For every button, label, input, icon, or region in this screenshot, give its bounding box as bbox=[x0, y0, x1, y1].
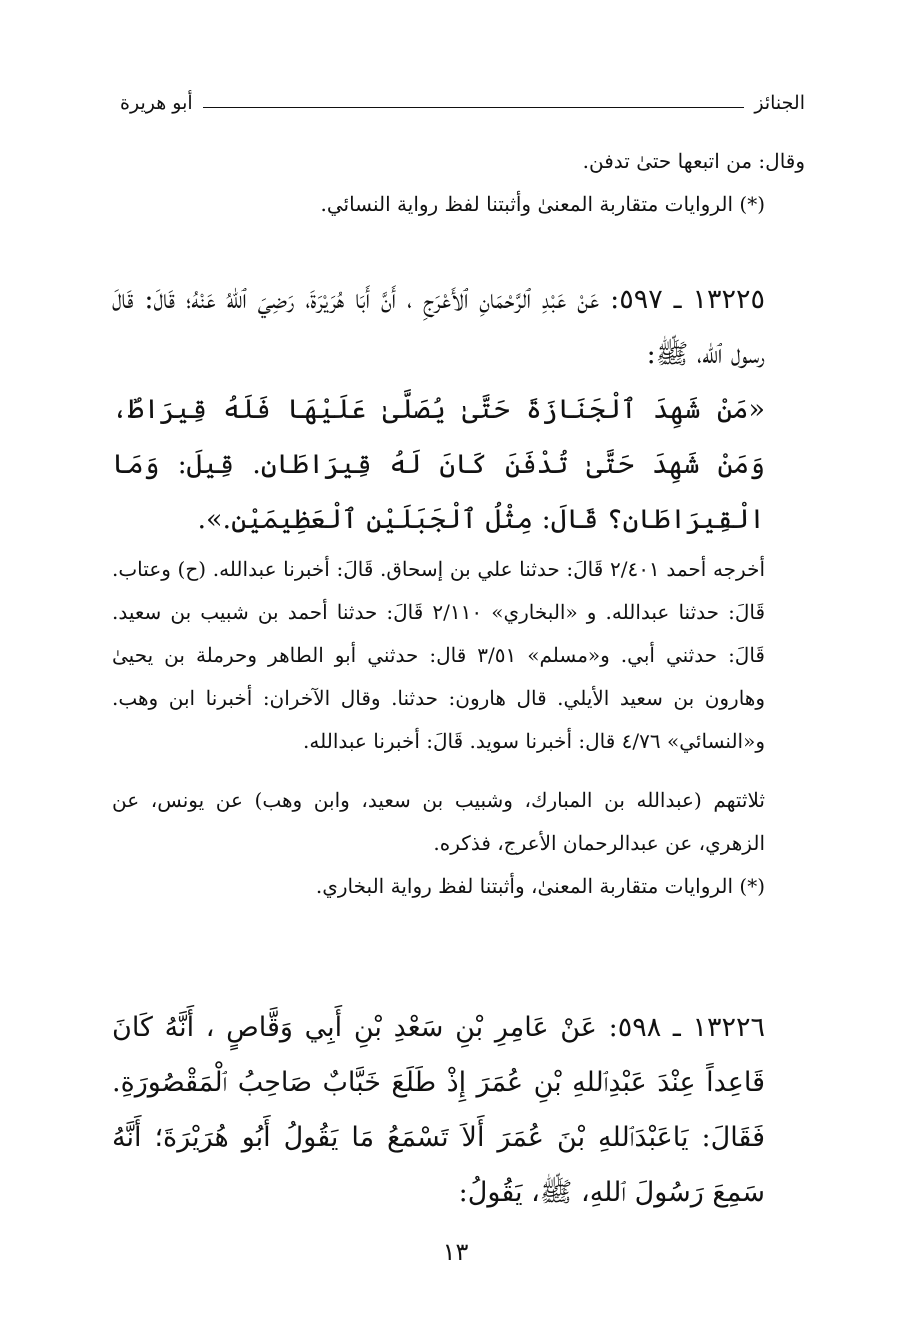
takhrij-597 bbox=[112, 548, 805, 908]
hadith-598 bbox=[112, 1000, 805, 1220]
hadith-598-text: ١٣٢٢٦ ـ ٥٩٨: عَنْ عَامِرِ بْنِ سَعْدِ بْنِ أَبِي وَقَّاصٍ ، أَنَّهُ كَانَ قَاعِداً عِنْدَ عَبْدِٱللهِ بْنِ عُمَرَ إِذْ طَلَعَ خَبَّابٌ صَاحِبُ ٱلْمَقْصُورَةِ. فَقَالَ: يَاعَبْدَٱللهِ بْنَ عُمَرَ أَلاَ تَسْمَعُ مَا يَقُولُ أَبُو هُرَيْرَةَ؛ أَنَّهُ سَمِعَ رَسُولَ ٱللهِ، ﷺ، يَقُولُ: bbox=[112, 1012, 765, 1208]
header-section-title: أبو هريرة bbox=[120, 92, 193, 114]
running-header bbox=[120, 88, 805, 118]
header-rule bbox=[203, 107, 745, 108]
takhrij-note: (*) الروايات متقاربة المعنىٰ، وأثبتنا لفظ رواية البخاري. bbox=[315, 874, 765, 898]
takhrij-paragraph-2: ثلاثتهم (عبدالله بن المبارك، وشبيب بن سعيد، وابن وهب) عن يونس، عن الزهري، عن عبدالرحمان الأعرج، فذكره. bbox=[112, 788, 765, 855]
continuation-line: وقال: من اتبعها حتىٰ تدفن. bbox=[582, 149, 805, 173]
hadith-597-matn: «مَنْ شَهِدَ ٱلْجَنَازَةَ حَتَّىٰ يُصَلَّىٰ عَلَيْهَا فَلَهُ قِيرَاطٌ، وَمَنْ شَهِدَ حَتَّىٰ تُدْفَنَ كَانَ لَهُ قِيرَاطَانِ. قِيلَ: وَمَا الْقِيرَاطَانِ؟ قَالَ: مِثْلُ ٱلْجَبَلَيْنِ ٱلْعَظِيمَيْنِ.». bbox=[112, 394, 765, 535]
hadith-597-isnad: ١٣٢٢٥ ـ ٥٩٧: عَنْ عَبْدِ ٱلرَّحْمَانِ ٱلأَعْرَجِ ، أَنَّ أَبَا هُرَيْرَةَ، رَضِيَ ٱللهُ عَنْهُ؛ قَالَ: قَالَ رسول ٱلله، ﷺ: bbox=[112, 284, 765, 370]
note-asterisk: (*) الروايات متقاربة المعنىٰ وأثبتنا لفظ رواية النسائي. bbox=[320, 192, 765, 216]
hadith-597 bbox=[112, 272, 805, 547]
top-block bbox=[112, 140, 805, 226]
header-chapter-title: الجنائز bbox=[754, 92, 805, 114]
page-number: ١٣ bbox=[442, 1238, 469, 1266]
takhrij-paragraph-1: أخرجه أحمد ٢/٤٠١ قَالَ: حدثنا علي بن إسحاق. قَالَ: أخبرنا عبدالله. (ح) وعتاب. قَالَ: حدثنا عبدالله. و «البخاري» ٢/١١٠ قَالَ: حدثنا أحمد بن شبيب بن سعيد. قَالَ: حدثني أبي. و«مسلم» ٣/٥١ قال: حدثني أبو الطاهر وحرملة بن يحيىٰ وهارون بن سعيد الأيلي. قال هارون: حدثنا. وقال الآخران: أخبرنا ابن وهب. و«النسائي» ٤/٧٦ قال: أخبرنا سويد. قَالَ: أخبرنا عبدالله. bbox=[112, 557, 766, 753]
